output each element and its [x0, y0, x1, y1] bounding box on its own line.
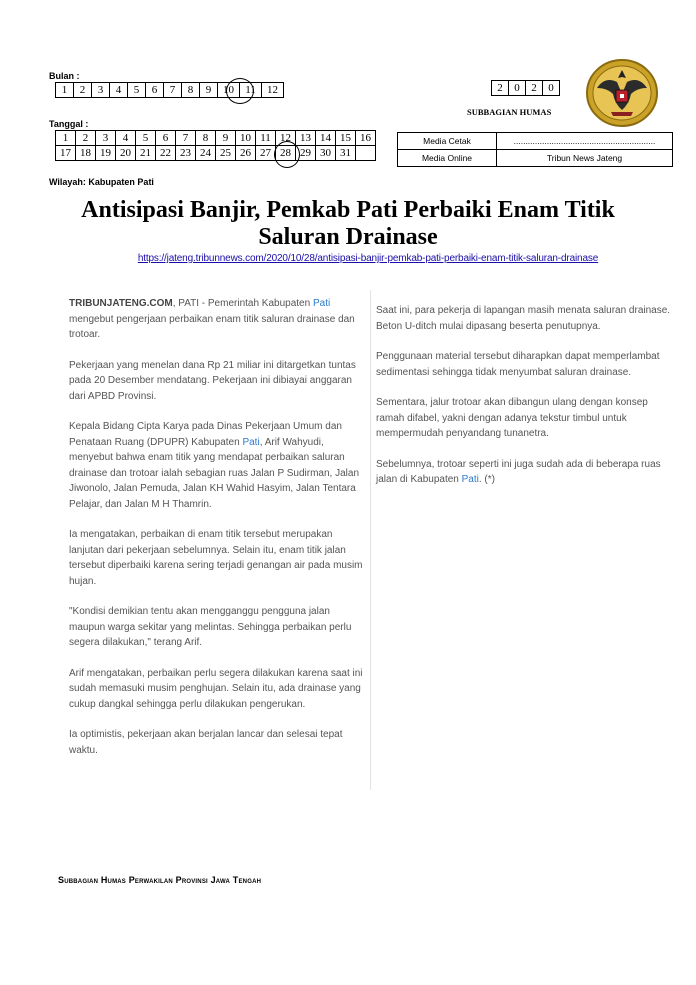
article-title: [40, 197, 656, 251]
month-cell: 6: [146, 83, 164, 98]
year-digit: 0: [543, 81, 560, 96]
source-brand: TRIBUNJATENG.COM: [69, 298, 173, 309]
article-title-line: Saluran Drainase: [258, 224, 438, 250]
text-run: , PATI - Pemerintah Kabupaten: [172, 298, 313, 309]
garuda-emblem-icon: [585, 58, 659, 128]
year-digit: 0: [509, 81, 526, 96]
month-cell: 7: [164, 83, 182, 98]
pati-link[interactable]: Pati: [461, 474, 479, 485]
article-paragraph: Pekerjaan yang menelan dana Rp 21 miliar ini ditargetkan tuntas pada 20 Desember mendatang. Pekerjaan ini dibiayai anggaran dari APBD Provinsi.: [69, 359, 356, 402]
office-name: SUBBAGIAN HUMAS: [467, 107, 552, 117]
month-cell: 11: [240, 83, 262, 98]
date-cell: 25: [216, 146, 236, 161]
date-cell: 22: [156, 146, 176, 161]
month-cell: 12: [262, 83, 284, 98]
article-right-column: [376, 303, 678, 503]
text-run: Sebelumnya, trotoar seperti ini juga sudah ada di beberapa ruas jalan di Kabupaten: [376, 458, 661, 485]
year-digit: 2: [492, 81, 509, 96]
date-cell: 10: [236, 131, 256, 146]
pati-link[interactable]: Pati: [312, 298, 331, 309]
article-paragraph: [69, 296, 367, 343]
media-row: [398, 150, 673, 167]
date-cell: 9: [216, 131, 236, 146]
month-circle-mark: [226, 78, 254, 104]
pati-link[interactable]: Pati: [242, 436, 260, 448]
date-cell: 16: [356, 131, 376, 146]
date-cell: [356, 146, 376, 161]
date-cell: 14: [316, 131, 336, 146]
date-cell: 21: [136, 146, 156, 161]
date-circle-mark: [274, 141, 300, 168]
month-cell: 3: [92, 83, 110, 98]
date-cell: 26: [236, 146, 256, 161]
text-run: mengebut pengerjaan perbaikan enam titik saluran drainase dan trotoar.: [69, 313, 355, 340]
date-row: [56, 146, 376, 161]
article-paragraph: [69, 419, 367, 512]
date-cell: 17: [56, 146, 76, 161]
date-cell: 7: [176, 131, 196, 146]
tanggal-label: Tanggal :: [49, 119, 89, 129]
date-cell: 20: [116, 146, 136, 161]
date-cell: 1: [56, 131, 76, 146]
text-run: , Arif Wahyudi, menyebut bahwa enam titik yang mendapat perbaikan saluran drainase dan trotoar ialah sebagian ruas Jalan P Sudirman, Jalan Jiwonolo, Jalan Pemuda, Jalan KH Wahid Hasyim, Jalan Tentara Pelajar, dan Jalan M H Thamrin.: [69, 436, 359, 510]
date-cell: 13: [296, 131, 316, 146]
media-table: [397, 132, 673, 167]
date-cell: 30: [316, 146, 336, 161]
date-cell: 12: [276, 131, 296, 146]
month-cell: 2: [74, 83, 92, 98]
text-run: Kepala Bidang Cipta Karya pada Dinas Pekerjaan Umum dan Penataan Ruang (DPUPR) Kabupaten: [69, 421, 342, 448]
article-url-link[interactable]: https://jateng.tribunnews.com/2020/10/28/antisipasi-banjir-pemkab-pati-perbaiki-enam-titik-saluran-drainase: [137, 253, 599, 264]
media-cetak-value: ............................................................: [497, 133, 673, 150]
media-online-label: Media Online: [398, 150, 497, 167]
date-row: [56, 131, 376, 146]
month-cell: 4: [110, 83, 128, 98]
article-paragraph: "Kondisi demikian tentu akan mengganggu pengguna jalan maupun warga sekitar yang melintas. Sehingga perbaikan perlu segera dilakukan," terang Arif.: [69, 606, 352, 648]
date-cell: 23: [176, 146, 196, 161]
column-divider: [370, 290, 371, 790]
wilayah-label: Wilayah: Kabupaten Pati: [49, 177, 154, 187]
date-cell: 24: [196, 146, 216, 161]
footer-office: Subbagian Humas Perwakilan Provinsi Jawa Tengah: [58, 875, 262, 885]
date-cell: 29: [296, 146, 316, 161]
article-paragraph: Arif mengatakan, perbaikan perlu segera dilakukan karena saat ini sudah memasuki musim penghujan. Selain itu, ada drainase yang cukup dangkal sehingga perlu dilakukan pengerukan.: [69, 667, 363, 710]
date-cell: 11: [256, 131, 276, 146]
date-cell-selected: 28: [276, 146, 296, 161]
article-paragraph: Penggunaan material tersebut diharapkan dapat memperlambat sedimentasi sehingga tidak menyumbat saluran drainase.: [376, 351, 660, 378]
article-title-line: Antisipasi Banjir, Pemkab Pati Perbaiki Enam Titik: [81, 197, 615, 223]
article-paragraph: Ia optimistis, pekerjaan akan berjalan lancar dan selesai tepat waktu.: [69, 729, 343, 756]
article-paragraph: Ia mengatakan, perbaikan di enam titik tersebut merupakan lanjutan dari pekerjaan sebelumnya. Selain itu, enam titik jalan tersebut diperbaiki karena sering terjadi genangan air pada musim hujan.: [69, 529, 363, 587]
text-run: . (*): [478, 474, 495, 485]
media-cetak-label: Media Cetak: [398, 133, 497, 150]
date-cell: 4: [116, 131, 136, 146]
date-cell: 3: [96, 131, 116, 146]
year-digit: 2: [526, 81, 543, 96]
month-cell: 1: [56, 83, 74, 98]
month-cell: 5: [128, 83, 146, 98]
month-cell: 8: [182, 83, 200, 98]
year-grid: [491, 80, 560, 96]
article-paragraph: Saat ini, para pekerja di lapangan masih menata saluran drainase. Beton U-ditch mulai dipasang beserta penutupnya.: [376, 305, 671, 332]
date-cell: 27: [256, 146, 276, 161]
date-cell: 31: [336, 146, 356, 161]
month-cell-selected: 10: [218, 83, 240, 98]
bulan-label: Bulan :: [49, 71, 80, 81]
media-online-value: Tribun News Jateng: [497, 150, 673, 167]
date-cell: 2: [76, 131, 96, 146]
media-row: [398, 133, 673, 150]
article-paragraph: [376, 457, 678, 488]
date-cell: 5: [136, 131, 156, 146]
date-cell: 19: [96, 146, 116, 161]
date-grid: [55, 130, 376, 161]
date-cell: 8: [196, 131, 216, 146]
date-cell: 15: [336, 131, 356, 146]
article-left-column: [69, 296, 367, 773]
article-paragraph: Sementara, jalur trotoar akan dibangun ulang dengan konsep ramah difabel, yakni dengan adanya tekstur timbul untuk mempermudah penyandang tunanetra.: [376, 397, 648, 439]
date-cell: 6: [156, 131, 176, 146]
month-cell: 9: [200, 83, 218, 98]
date-cell: 18: [76, 146, 96, 161]
